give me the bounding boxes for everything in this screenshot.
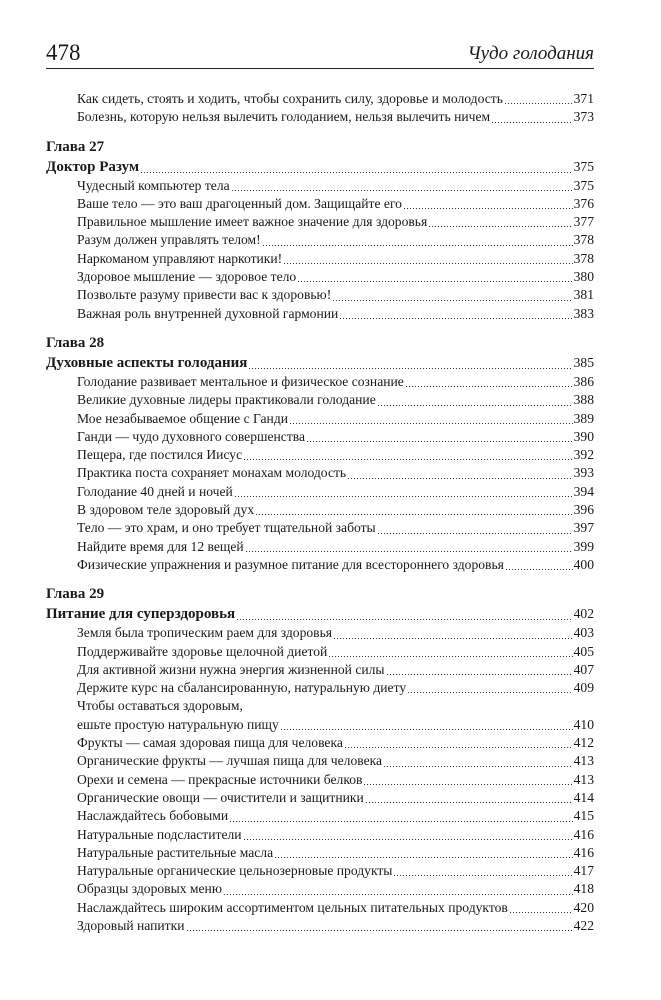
toc-entry — [46, 556, 594, 574]
chapter-title-row — [46, 353, 594, 373]
toc-entry-page: 371 — [573, 91, 594, 106]
toc-entry-title: Наркоманом управляют наркотики! — [77, 250, 283, 266]
toc-entry-title: Земля была тропическим раем для здоровья — [77, 625, 333, 641]
toc-entry-title: Доктор Разум — [46, 158, 140, 175]
toc-entry-title: Тело — это храм, и оно требует тщательной заботы — [77, 520, 376, 536]
toc-entry — [46, 807, 594, 825]
toc-entry-page: 400 — [573, 556, 594, 572]
toc-chapter — [46, 584, 594, 935]
toc-entry-title: Здоровый напитки — [77, 917, 185, 933]
toc-entry-title: Держите курс на сбалансированную, натуральную диету — [77, 680, 407, 696]
dot-leader — [245, 551, 573, 552]
toc-entry-page: 388 — [573, 392, 594, 408]
toc-entry-title: Как сидеть, стоять и ходить, чтобы сохранить силу, здоровье и молодость — [77, 91, 503, 106]
dot-leader — [186, 930, 573, 931]
toc-entry-title: Чтобы оставаться здоровым, — [77, 698, 243, 714]
dot-leader — [403, 208, 573, 209]
toc-entry-page: 396 — [573, 502, 594, 518]
dot-leader — [491, 122, 573, 123]
toc-entry — [46, 177, 594, 195]
dot-leader — [377, 405, 573, 406]
toc-entry-page: 378 — [573, 250, 594, 266]
dot-leader — [289, 423, 573, 424]
toc-entry-title: Болезнь, которую нельзя вылечить голоданием, нельзя вылечить ничем — [77, 109, 491, 125]
toc-entry-title: Органические фрукты — лучшая пища для человека — [77, 753, 383, 769]
dot-leader — [223, 894, 573, 895]
toc-entry-title: Натуральные растительные масла — [77, 844, 274, 860]
toc-entry-page: 376 — [573, 195, 594, 211]
toc-entry — [46, 391, 594, 409]
toc-entry-page: 417 — [573, 863, 594, 879]
dot-leader — [333, 638, 573, 639]
dot-leader — [231, 190, 573, 191]
dot-leader — [505, 569, 573, 570]
toc-entry-page: 409 — [573, 680, 594, 696]
dot-leader — [393, 875, 572, 876]
toc-entry-page: 375 — [573, 158, 594, 174]
toc-entry — [46, 734, 594, 752]
toc-entry-page: 375 — [573, 177, 594, 193]
toc-entry-page: 402 — [573, 606, 594, 622]
dot-leader — [243, 459, 572, 460]
toc-entry-page: 399 — [573, 538, 594, 554]
toc-entry-page: 405 — [573, 643, 594, 659]
toc-entry — [46, 108, 594, 126]
dot-leader — [248, 368, 572, 369]
toc-entry-page: 416 — [573, 826, 594, 842]
toc-entry — [46, 268, 594, 286]
toc-entry — [46, 483, 594, 501]
toc-entry-page: 407 — [573, 661, 594, 677]
dot-leader — [509, 912, 573, 913]
toc-entry — [46, 501, 594, 519]
toc-entry-page: 413 — [573, 753, 594, 769]
toc-entry-page: 413 — [573, 771, 594, 787]
dot-leader — [428, 226, 572, 227]
dot-leader — [365, 802, 573, 803]
chapter-label: Глава 28 — [46, 334, 105, 351]
running-title: Чудо голодания — [467, 43, 594, 64]
toc-entry — [46, 844, 594, 862]
toc-entry-title: Найдите время для 12 вещей — [77, 538, 244, 554]
toc-entry-title: В здоровом теле здоровый дух — [77, 502, 255, 518]
toc-leading-section — [46, 90, 594, 127]
toc-entry-page: 412 — [573, 735, 594, 751]
toc-entry-page: 414 — [573, 789, 594, 805]
dot-leader — [407, 692, 572, 693]
toc-entry-title: Пещера, где постился Иисус — [77, 447, 243, 463]
dot-leader — [255, 514, 572, 515]
toc-entry-title: Ваше тело — это ваш драгоценный дом. Защищайте его — [77, 195, 402, 211]
toc-entry — [46, 679, 594, 697]
toc-chapter — [46, 333, 594, 574]
dot-leader — [504, 103, 573, 104]
toc-entry-page: 397 — [573, 520, 594, 536]
toc-entry — [46, 286, 594, 304]
toc-entry-page: 393 — [573, 465, 594, 481]
dot-leader — [283, 263, 572, 264]
toc-entry-page: 380 — [573, 269, 594, 285]
toc-entry — [46, 752, 594, 770]
toc-entry-title: Орехи и семена — прекрасные источники белков — [77, 771, 363, 787]
dot-leader — [339, 318, 572, 319]
toc-entry — [46, 917, 594, 935]
toc-entry — [46, 213, 594, 231]
toc-entry-page: 385 — [573, 354, 594, 370]
toc-entry — [46, 90, 594, 108]
toc-entry-title: Фрукты — самая здоровая пища для человека — [77, 735, 343, 751]
toc-entry — [46, 195, 594, 213]
toc-entry-title: Голодание развивает ментальное и физическое сознание — [77, 373, 404, 389]
toc-entry-title: Чудесный компьютер тела — [77, 177, 230, 193]
toc-entry-title: Ганди — чудо духовного совершенства — [77, 428, 306, 444]
dot-leader — [386, 674, 573, 675]
page-number: 478 — [46, 40, 81, 65]
toc-entry-title: Поддерживайте здоровье щелочной диетой — [77, 643, 328, 659]
toc-entry-title: ешьте простую натуральную пищу — [77, 716, 279, 732]
toc-entry — [46, 538, 594, 556]
toc-entry-title: Для активной жизни нужна энергия жизненной силы — [77, 661, 385, 677]
toc-entry-title: Мое незабываемое общение с Ганди — [77, 410, 289, 426]
toc-entry-page: 383 — [573, 305, 594, 321]
toc-entry-title: Голодание 40 дней и ночей — [77, 483, 233, 499]
toc-entry — [46, 428, 594, 446]
toc-entry-title: Важная роль внутренней духовной гармонии — [77, 305, 339, 321]
toc-entry-title: Наслаждайтесь бобовыми — [77, 808, 229, 824]
dot-leader — [234, 496, 573, 497]
chapter-label: Глава 27 — [46, 138, 105, 155]
dot-leader — [405, 386, 573, 387]
dot-leader — [344, 747, 573, 748]
dot-leader — [243, 839, 573, 840]
toc-entry-page: 381 — [573, 287, 594, 303]
dot-leader — [274, 857, 573, 858]
toc-entry — [46, 464, 594, 482]
dot-leader — [363, 784, 572, 785]
toc-entry — [46, 446, 594, 464]
toc-entry-page: 392 — [573, 447, 594, 463]
dot-leader — [347, 478, 572, 479]
toc-entry-title: Практика поста сохраняет монахам молодость — [77, 465, 347, 481]
toc-entry — [46, 899, 594, 917]
toc-entry — [46, 250, 594, 268]
toc-entry — [46, 789, 594, 807]
toc-entry-page: 418 — [573, 881, 594, 897]
toc-entry-page: 386 — [573, 373, 594, 389]
toc-entry-page: 403 — [573, 625, 594, 641]
toc-entry-title: Позвольте разуму привести вас к здоровью! — [77, 287, 332, 303]
toc-entry — [46, 231, 594, 249]
toc-entry-title: Питание для суперздоровья — [46, 606, 236, 623]
toc-entry — [46, 826, 594, 844]
toc-entry-page: 394 — [573, 483, 594, 499]
toc-chapter — [46, 137, 594, 323]
toc-entry — [46, 643, 594, 661]
toc-entry — [46, 373, 594, 391]
toc-entry — [46, 519, 594, 537]
toc-entry-title: Образцы здоровых меню — [77, 881, 222, 897]
toc-entry — [46, 410, 594, 428]
toc-entry-page: 373 — [573, 109, 594, 125]
toc-entry-title: Духовные аспекты голодания — [46, 354, 248, 371]
dot-leader — [377, 533, 573, 534]
toc-entry-title: Правильное мышление имеет важное значение для здоровья — [77, 214, 428, 230]
toc-entry — [46, 305, 594, 323]
toc-entry-page: 377 — [573, 214, 594, 230]
dot-leader — [383, 766, 573, 767]
toc-entry-title: Натуральные органические цельнозерновые продукты — [77, 863, 393, 879]
toc-entry-page: 389 — [573, 410, 594, 426]
toc-entry-page: 420 — [573, 899, 594, 915]
dot-leader — [262, 245, 573, 246]
toc-entry — [46, 771, 594, 789]
toc-entry-page: 422 — [573, 917, 594, 933]
toc-entry-title: Физические упражнения и разумное питание для всестороннего здоровья — [77, 556, 504, 572]
toc-entry — [46, 880, 594, 898]
toc-entry-page: 416 — [573, 844, 594, 860]
toc-entry-title: Органические овощи — очистители и защитники — [77, 789, 364, 805]
toc-entry-title: Наслаждайтесь широким ассортиментом цельных питательных продуктов — [77, 899, 508, 915]
toc-entry-page: 378 — [573, 232, 594, 248]
dot-leader — [229, 821, 572, 822]
table-of-contents — [46, 90, 594, 935]
dot-leader — [328, 656, 572, 657]
toc-entry-page: 410 — [573, 716, 594, 732]
toc-entry-title: Натуральные подсластители — [77, 826, 242, 842]
toc-entry-page: 415 — [573, 808, 594, 824]
dot-leader — [297, 281, 572, 282]
dot-leader — [280, 729, 573, 730]
toc-entry — [46, 716, 594, 734]
toc-entry-title: Разум должен управлять телом! — [77, 232, 261, 248]
toc-entry — [46, 624, 594, 642]
chapter-title-row — [46, 157, 594, 177]
chapter-title-row — [46, 604, 594, 624]
page-header — [46, 38, 594, 69]
toc-entry-title: Здоровое мышление — здоровое тело — [77, 269, 297, 285]
dot-leader — [306, 441, 573, 442]
toc-entry — [46, 661, 594, 679]
dot-leader — [236, 619, 572, 620]
dot-leader — [140, 172, 572, 173]
dot-leader — [332, 300, 572, 301]
toc-entry — [46, 697, 594, 715]
chapter-label: Глава 29 — [46, 586, 105, 603]
toc-entry-page: 390 — [573, 428, 594, 444]
toc-entry-title: Великие духовные лидеры практиковали голодание — [77, 392, 376, 408]
toc-entry — [46, 862, 594, 880]
book-page — [46, 0, 594, 1000]
